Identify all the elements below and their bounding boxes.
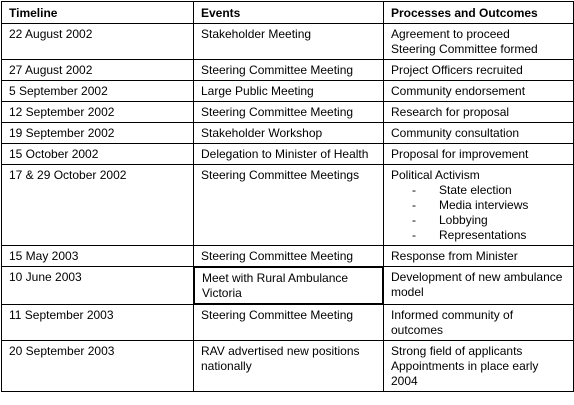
event-cell: Steering Committee Meeting (194, 60, 384, 81)
dash-bullet: - (412, 183, 416, 197)
sub-item-label: Lobbying (439, 213, 488, 227)
table-row (2, 341, 574, 392)
timeline-cell: 15 May 2003 (2, 246, 194, 267)
sub-item-label: Representations (439, 228, 527, 242)
table-row (2, 267, 574, 305)
event-cell: Steering Committee Meetings (194, 165, 384, 246)
outcome-line: Informed community of outcomes (391, 308, 514, 337)
outcome-line: Political Activism (391, 168, 480, 182)
outcome-cell (384, 341, 574, 392)
timeline-cell: 11 September 2003 (2, 305, 194, 341)
header-processes-outcomes: Processes and Outcomes (384, 2, 574, 24)
timeline-cell: 15 October 2002 (2, 144, 194, 165)
timeline-cell: 22 August 2002 (2, 24, 194, 60)
timeline-table (1, 1, 574, 392)
outcome-cell (384, 81, 574, 102)
outcome-cell (384, 246, 574, 267)
header-events: Events (194, 2, 384, 24)
event-cell: RAV advertised new positions nationally (194, 341, 384, 392)
timeline-cell: 20 September 2003 (2, 341, 194, 392)
outcome-line: Steering Committee formed (391, 42, 538, 56)
dash-bullet: - (412, 198, 416, 212)
outcome-line: Project Officers recruited (391, 63, 523, 77)
outcome-line: Development of new ambulance model (391, 270, 563, 299)
event-cell: Steering Committee Meeting (194, 246, 384, 267)
event-cell: Meet with Rural Ambulance Victoria (194, 267, 383, 304)
sub-item-label: Media interviews (439, 198, 529, 212)
outcome-cell (384, 60, 574, 81)
event-cell: Stakeholder Workshop (194, 123, 384, 144)
timeline-cell: 5 September 2002 (2, 81, 194, 102)
outcome-cell (384, 165, 574, 246)
event-cell: Steering Committee Meeting (194, 305, 384, 341)
table-row (2, 165, 574, 246)
outcome-line: Research for proposal (391, 105, 510, 119)
outcome-line: Agreement to proceed (391, 27, 510, 41)
event-cell: Stakeholder Meeting (194, 24, 384, 60)
table-row (2, 305, 574, 341)
outcome-cell (384, 267, 574, 305)
outcome-cell (384, 123, 574, 144)
timeline-cell: 17 & 29 October 2002 (2, 165, 194, 246)
outcome-line: Response from Minister (391, 249, 518, 263)
table-row (2, 144, 574, 165)
table-row (2, 60, 574, 81)
dash-bullet: - (412, 213, 416, 227)
list-item (391, 213, 566, 228)
list-item (391, 183, 566, 198)
table-row (2, 246, 574, 267)
header-row (2, 2, 574, 24)
outcome-line: Strong field of applicants (391, 344, 523, 358)
event-cell: Large Public Meeting (194, 81, 384, 102)
event-cell: Delegation to Minister of Health (194, 144, 384, 165)
outcome-cell (384, 102, 574, 123)
outcome-cell (384, 24, 574, 60)
timeline-cell: 27 August 2002 (2, 60, 194, 81)
table-row (2, 81, 574, 102)
outcome-line: Appointments in place early 2004 (391, 359, 539, 388)
timeline-cell: 12 September 2002 (2, 102, 194, 123)
event-cell: Steering Committee Meeting (194, 102, 384, 123)
outcome-line: Proposal for improvement (391, 147, 529, 161)
outcome-cell (384, 305, 574, 341)
timeline-cell: 19 September 2002 (2, 123, 194, 144)
header-timeline: Timeline (2, 2, 194, 24)
table-row (2, 24, 574, 60)
outcome-line: Community consultation (391, 126, 520, 140)
table-row (2, 123, 574, 144)
outcome-line: Community endorsement (391, 84, 526, 98)
outcome-cell (384, 144, 574, 165)
timeline-cell: 10 June 2003 (2, 267, 194, 305)
list-item (391, 198, 566, 213)
sub-item-label: State election (439, 183, 512, 197)
list-item (391, 228, 566, 243)
dash-bullet: - (412, 228, 416, 242)
table-row (2, 102, 574, 123)
